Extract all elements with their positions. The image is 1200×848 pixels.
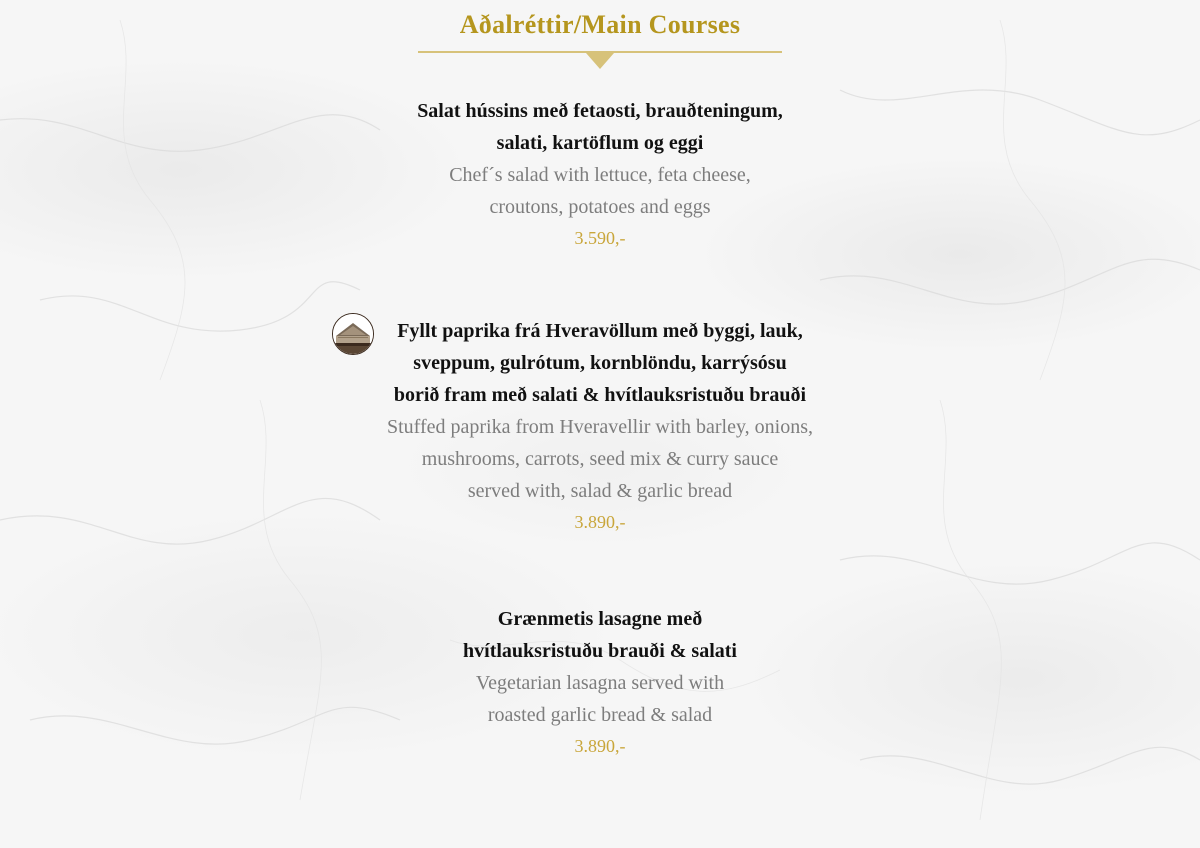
dish-name-en-line: served with, salad & garlic bread (467, 480, 733, 502)
dish-price: 3.590,- (574, 228, 626, 248)
dish-name-en-line: roasted garlic bread & salad (487, 704, 713, 726)
dish-name-is-line: hvítlauksristuðu brauði & salati (463, 640, 737, 662)
menu-item-vegetarian-lasagna (0, 603, 1200, 761)
menu-item-stuffed-paprika (0, 315, 1200, 537)
dish-name-en-line: mushrooms, carrots, seed mix & curry sauce (421, 448, 779, 470)
dish-name-is-line: Grænmetis lasagne með (497, 608, 703, 630)
section-title: Aðalréttir/Main Courses (459, 10, 741, 39)
dish-price: 3.890,- (574, 736, 626, 756)
menu-item-chefs-salad (0, 95, 1200, 253)
dish-name-en-line: croutons, potatoes and eggs (489, 196, 711, 218)
dish-name-is-line: borið fram með salati & hvítlauksristuðu brauði (393, 384, 807, 406)
dish-name-is-line: Salat hússins með fetaosti, brauðteningum, (417, 100, 783, 122)
dish-name-en-line: Vegetarian lasagna served with (475, 672, 725, 694)
section-header (0, 8, 1200, 42)
dish-name-en-line: Chef´s salad with lettuce, feta cheese, (449, 164, 751, 186)
dish-name-en-line: Stuffed paprika from Hveravellir with barley, onions, (387, 416, 813, 438)
dish-price: 3.890,- (574, 512, 626, 532)
dish-name-is-line: Fyllt paprika frá Hveravöllum með byggi, lauk, (397, 320, 803, 342)
house-badge-icon (332, 313, 374, 355)
dish-name-is-line: salati, kartöflum og eggi (496, 132, 704, 154)
divider-arrow-icon (586, 53, 614, 69)
dish-name-is-line: sveppum, gulrótum, kornblöndu, karrýsósu (413, 352, 787, 374)
